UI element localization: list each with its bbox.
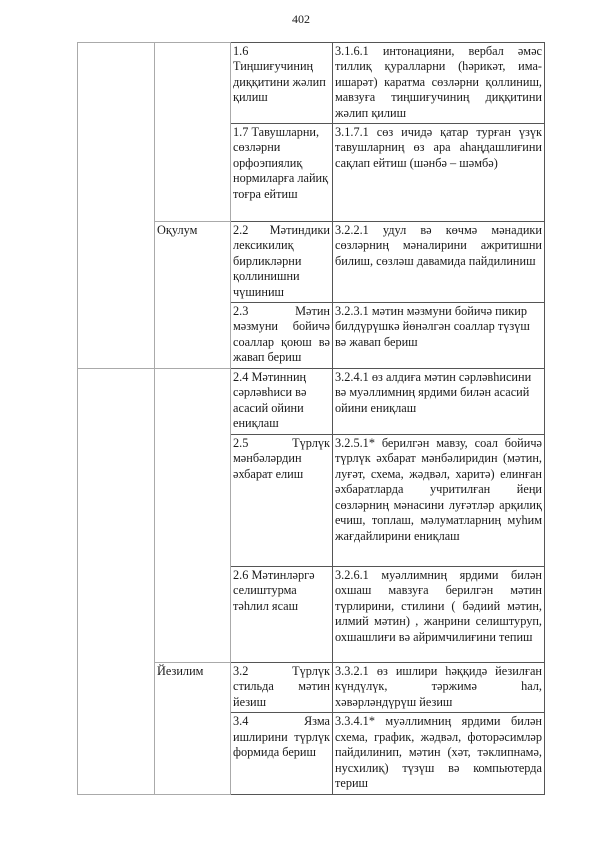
outcome-cell: 3.2.5.1* берилгән мавзу, соал бойичә түрлүк әхбарат мәнбәлиридин (мәтин, луғәт, схема, жәдвәл, харитә) елинған әхбаратларда учритилған йеңи сөзләрниң мәнасини луғәтләр арқилиқ ечиш, топлаш, мәлуматларниң муһим жағдайлирини ениқлаш (333, 435, 545, 567)
section-cell: Оқулум (155, 222, 231, 369)
skill-cell: 2.5 Түрлүк мәнбәләрдин әхбарат елиш (231, 435, 333, 567)
skill-cell: 2.4 Мәтинниң сәрләвһиси вә асасий ойини ениқлаш (231, 369, 333, 435)
skill-cell: 1.6 Тиңшиғучиниң диққитини жәлип қилиш (231, 43, 333, 124)
outcome-cell: 3.2.3.1 мәтин мәзмуни бойичә пикир билдүрүшкә йөнәлгән соаллар түзүш вә жавап бериш (333, 303, 545, 369)
section-cell (155, 369, 231, 663)
section-cell: Йезилим (155, 663, 231, 795)
page-number: 402 (292, 12, 310, 26)
skill-cell: 2.6 Мәтинләргә селиштурма тәһлил ясаш (231, 567, 333, 663)
empty-cell (78, 369, 155, 795)
skill-cell: 3.4 Язма ишлирини түрлүк формида бериш (231, 713, 333, 795)
skill-cell: 2.3 Мәтин мәзмуни бойичә соаллар қоюш вә жавап бериш (231, 303, 333, 369)
empty-cell (78, 43, 155, 369)
table-row (78, 369, 545, 435)
curriculum-table (77, 42, 545, 795)
skill-cell: 1.7 Тавушларни, сөзләрни орфоэпиялиқ нормиларға лайиқ тоғра ейтиш (231, 124, 333, 222)
outcome-cell: 3.2.6.1 муәллимниң ярдими билән охшаш мавзуға берилгән мәтин түрлирини, стилини ( бәдиий мәтин, илмий мәтин) , жанрини селиштуруп, охшашлиғи вә айримчилиғини тепиш (333, 567, 545, 663)
outcome-cell: 3.3.4.1* муәллимниң ярдими билән схема, график, жәдвәл, фоторәсимләр пайдилинип, мәтин (хәт, тәклипнамә, нусхилиқ) түзүш вә компьютерда териш (333, 713, 545, 795)
outcome-cell: 3.2.2.1 удул вә көчмә мәнадики сөзләрниң мәналирини ажритишни билиш, сөзләш давамида пайдилиниш (333, 222, 545, 303)
outcome-cell: 3.1.7.1 сөз ичидә қатар турған үзүк тавушларниң өз ара аһаңдашлиғини сақлап ейтиш (шәнбә – шәмбә) (333, 124, 545, 222)
outcome-cell: 3.1.6.1 интонацияни, вербал әмәс тиллиқ қуралларни (һәрикәт, има-ишарәт) каратма сөзләрни қоллиниш, мавзуға тиңшиғучиниң диққитини жәлип қилиш (333, 43, 545, 124)
skill-cell: 2.2 Мәтиндики лексикилиқ бирликләрни қоллинишни чүшиниш (231, 222, 333, 303)
skill-cell: 3.2 Түрлүк стильда мәтин йезиш (231, 663, 333, 713)
section-cell (155, 43, 231, 222)
outcome-cell: 3.2.4.1 өз алдиға мәтин сәрләвһисини вә муәллимниң ярдими билән асасий ойини ениқлаш (333, 369, 545, 435)
table-row (78, 43, 545, 124)
outcome-cell: 3.3.2.1 өз ишлири һәққидә йезилған күндүлүк, тәржимә һал, хәвәрләндүрүш йезиш (333, 663, 545, 713)
